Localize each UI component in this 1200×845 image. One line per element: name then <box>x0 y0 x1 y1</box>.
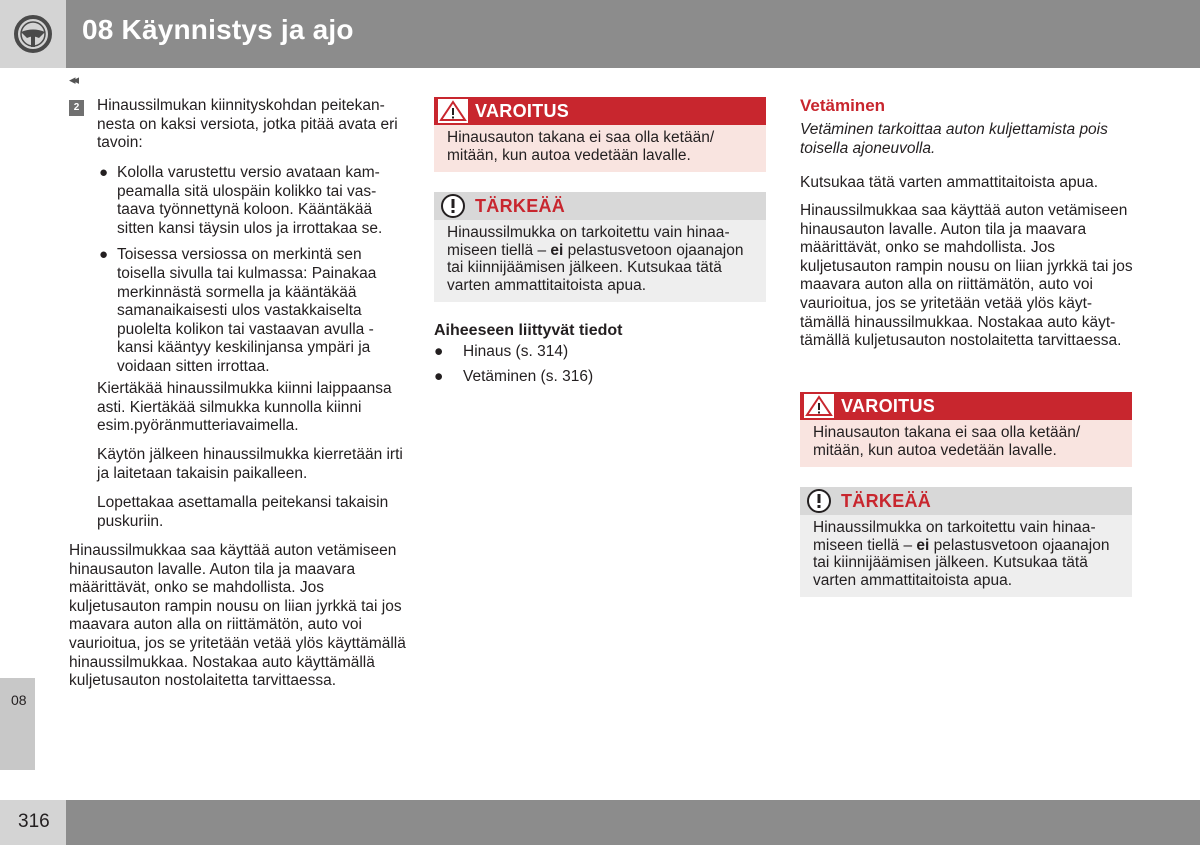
warning-icon <box>804 394 834 418</box>
warning-header <box>800 392 1132 420</box>
important-text: Hinaussilmukka on tarkoitettu vain hinaamiseen tiellä – ei pelastusvetoon ojaanajon tai kiinnijäämisen jälkeen. Kutsukaa tätä varten ammattitaitoista apua. <box>434 220 766 302</box>
bullet-icon: ● <box>434 367 444 385</box>
related-link-hinaus[interactable]: ● Hinaus (s. 314) <box>434 343 569 360</box>
important-label: TÄRKEÄÄ <box>841 491 932 511</box>
step-text: Hinaussilmukan kiinnityskohdan peitekannesta on kaksi versiota, jotka pitää avata eri tavoin: <box>97 97 398 152</box>
step-paragraph-3: Lopettakaa asettamalla peitekansi takaisin puskuriin. <box>97 494 389 530</box>
page-footer <box>0 800 1200 845</box>
related-info-heading: Aiheeseen liittyvät tiedot <box>434 322 623 339</box>
list-item <box>97 164 407 238</box>
warning-text: Hinausauton takana ei saa olla ketään/ mitään, kun autoa vedetään lavalle. <box>434 125 766 172</box>
right-paragraph-2: Hinaussilmukkaa saa käyttää auton vetämiseen hinausauton lavalle. Auton tila ja maavara määrittävät, onko se mahdollista. Jos kuljetusauton rampin nousu on liian jyrkkä tai jos maavara auton alla on riittämätön, auto voi vaurioitua, jos se yritetään vetää ylös käyttämällä hinaussilmukkaa. Nostakaa auto käyttämällä kuljetusauton nostolaitetta tarvittaessa. <box>800 202 1133 350</box>
section-title: Vetäminen <box>800 96 886 115</box>
bullet-text: Toisessa versiossa on merkintä sen toisella sivulla tai kulmassa: Painakaa merkinnästä sormella ja kääntäkää samanaikaisesti ulos vastakkaiselta puolelta kolikon tai vastaavan avulla - kansi kääntyy keskilinjansa ympäri ja voidaan sitten irrottaa. <box>117 246 377 375</box>
chapter-title: 08 Käynnistys ja ajo <box>82 14 354 45</box>
warning-text: Hinausauton takana ei saa olla ketään/ mitään, kun autoa vedetään lavalle. <box>800 420 1132 467</box>
exclamation-icon <box>440 193 466 219</box>
related-link-vetaminen[interactable]: ● Vetäminen (s. 316) <box>434 367 594 385</box>
header-icon-box <box>0 0 66 68</box>
related-info-list <box>434 343 754 392</box>
warning-callout-right <box>800 392 1132 467</box>
exclamation-icon <box>806 488 832 514</box>
back-arrows-icon[interactable]: ◂◂ <box>69 72 77 87</box>
right-paragraph-1: Kutsukaa tätä varten ammattitaitoista apua. <box>800 174 1099 191</box>
bullet-icon: ● <box>99 246 109 264</box>
warning-callout <box>434 97 766 172</box>
warning-icon <box>438 99 468 123</box>
list-item <box>97 246 407 376</box>
important-label: TÄRKEÄÄ <box>475 196 566 216</box>
important-text: Hinaussilmukka on tarkoitettu vain hinaamiseen tiellä – ei pelastusvetoon ojaanajon tai kiinnijäämisen jälkeen. Kutsukaa tätä varten ammattitaitoista apua. <box>800 515 1132 597</box>
important-callout-right <box>800 487 1132 597</box>
warning-header <box>434 97 766 125</box>
warning-label: VAROITUS <box>841 396 936 416</box>
chapter-tab-label: 08 <box>11 692 27 708</box>
warning-label: VAROITUS <box>475 101 570 121</box>
important-header <box>800 487 1132 515</box>
step-paragraph-2: Käytön jälkeen hinaussilmukka kierretään irti ja laitetaan takaisin paikalleen. <box>97 446 403 482</box>
steering-wheel-icon <box>13 14 53 54</box>
bullet-icon: ● <box>434 343 444 360</box>
bullet-text: Kololla varustettu versio avataan kampeamalla sitä ulospäin kolikko tai vastaava työnnettynä koloon. Kääntäkää sitten kansi täysin ulos ja irrottakaa se. <box>117 164 383 237</box>
section-subtitle: Vetäminen tarkoittaa auton kuljettamista pois toisella ajoneuvolla. <box>800 121 1108 157</box>
left-main-paragraph: Hinaussilmukkaa saa käyttää auton vetämiseen hinausauton lavalle. Auton tila ja maavara määrittävät, onko se mahdollista. Jos kuljetusauton rampin nousu on liian jyrkkä tai jos maavara auton alla on riittämätön, auto voi vaurioitua, jos se yritetään vetää ylös käyttämällä hinaussilmukkaa. Nostakaa auto käyttämällä kuljetusauton nostolaitetta tarvittaessa. <box>69 542 406 690</box>
step-number-badge: 2 <box>69 100 84 116</box>
step-bullet-list <box>97 164 407 385</box>
important-header <box>434 192 766 220</box>
step-paragraph-1: Kiertäkää hinaussilmukka kiinni laippaansa asti. Kiertäkää silmukka kunnolla kiinni esim.pyöränmutteriavaimella. <box>97 380 392 435</box>
bullet-icon: ● <box>99 164 109 181</box>
page-number: 316 <box>18 811 50 832</box>
important-callout <box>434 192 766 302</box>
